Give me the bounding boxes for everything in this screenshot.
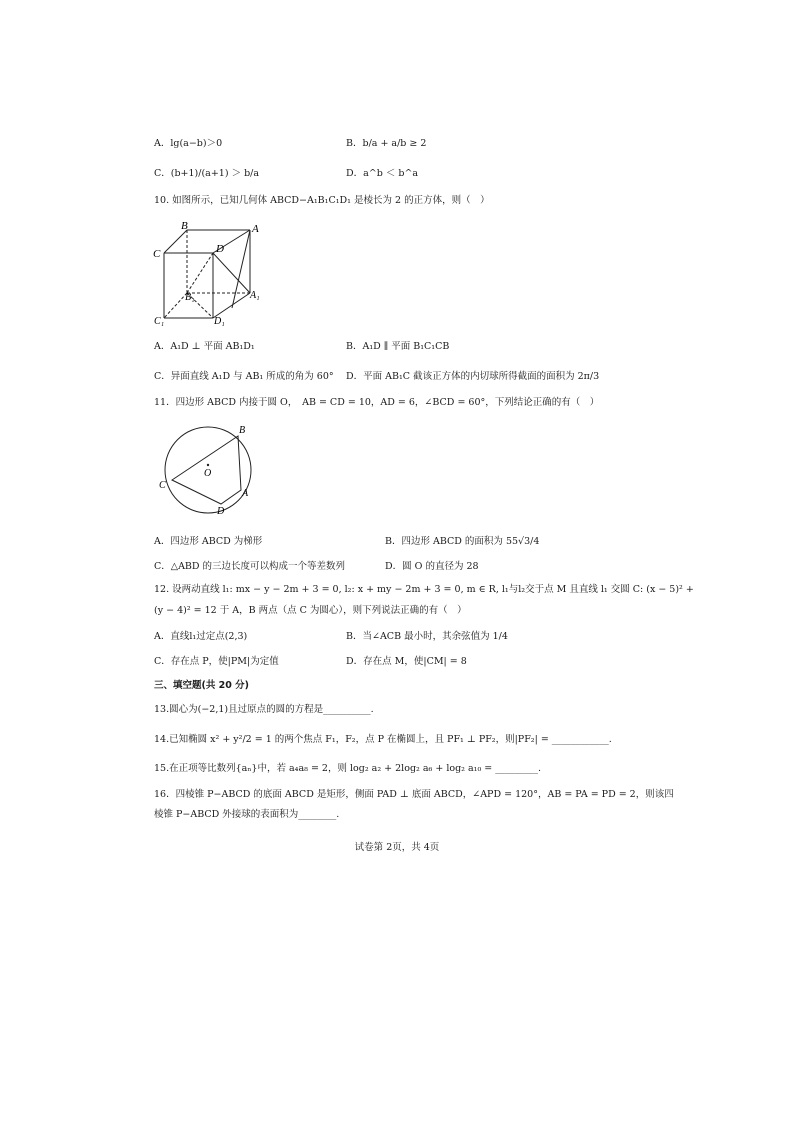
q11-stem: 11．四边形 ABCD 内接于圆 O， AB = CD = 10，AD = 6，∠BCD = 60°，下列结论正确的有（ ） (154, 397, 600, 408)
q13: 13.圆心为(−2,1)且过原点的圆的方程是__________. (154, 704, 374, 715)
q9-option-b: B．b/a + a/b ≥ 2 (346, 138, 427, 149)
cube-label-d1: D₁ (214, 316, 225, 327)
cube-label-a1: A₁ (250, 290, 260, 301)
q9-option-c: C．(b+1)/(a+1) ＞ b/a (154, 168, 260, 179)
cube-label-d: D (216, 243, 224, 255)
circle-label-c: C (159, 480, 166, 491)
circle-label-a: A (242, 488, 249, 499)
q10-option-c: C．异面直线 A₁D 与 AB₁ 所成的角为 60° (154, 371, 334, 382)
cube-label-c1: C₁ (154, 316, 165, 327)
page-footer: 试卷第 2页，共 4页 (354, 842, 440, 853)
q12-option-a: A．直线l₁过定点(2,3) (154, 631, 248, 642)
q16-line2: 棱锥 P−ABCD 外接球的表面积为________. (154, 809, 340, 820)
circle-label-o: O (204, 468, 212, 479)
q10-stem: 10. 如图所示，已知几何体 ABCD−A₁B₁C₁D₁ 是棱长为 2 的正方体，则（ ） (154, 195, 490, 206)
q11-option-c: C．△ABD 的三边长度可以构成一个等差数列 (154, 561, 346, 572)
cube-label-c: C (153, 248, 161, 260)
q9-option-a: A．lg(a−b)＞0 (154, 138, 223, 149)
q11-option-b: B．四边形 ABCD 的面积为 55√3/4 (385, 536, 540, 547)
q12-option-b: B．当∠ACB 最小时，其余弦值为 1/4 (346, 631, 508, 642)
q16-line1: 16．四棱锥 P−ABCD 的底面 ABCD 是矩形，侧面 PAD ⊥ 底面 ABCD，∠APD = 120°，AB = PA = PD = 2，则该四 (154, 789, 674, 800)
circle-label-d: D (217, 506, 225, 517)
q10-option-a: A．A₁D ⊥ 平面 AB₁D₁ (154, 341, 255, 352)
q11-option-d: D．圆 O 的直径为 28 (385, 561, 479, 572)
q11-option-a: A．四边形 ABCD 为梯形 (154, 536, 263, 547)
cube-label-b: B (181, 220, 188, 232)
q12-stem-line1: 12. 设两动直线 l₁: mx − y − 2m + 3 = 0, l₂: x + my − 2m + 3 = 0, m ∈ R, l₁与l₂交于点 M 且直线 l₁ 交圆 C: (x − 5)² + (154, 584, 694, 595)
cube-label-a: A (252, 223, 259, 235)
q10-option-d: D．平面 AB₁C 截该正方体的内切球所得截面的面积为 2π/3 (346, 371, 600, 382)
circle-label-b: B (239, 425, 246, 436)
q14: 14.已知椭圆 x² + y²/2 = 1 的两个焦点 F₁，F₂，点 P 在椭圆上，且 PF₁ ⊥ PF₂，则|PF₂| = ____________. (154, 734, 612, 745)
q12-stem-line2: (y − 4)² = 12 于 A，B 两点（点 C 为圆心），则下列说法正确的有（ ） (154, 605, 467, 616)
q10-option-b: B．A₁D ∥ 平面 B₁C₁CB (346, 341, 450, 352)
q9-option-d: D．a^b ＜ b^a (346, 168, 419, 179)
cube-label-b1: B₁ (185, 292, 195, 303)
cube-figure (150, 218, 270, 330)
section-heading: 三、填空题(共 20 分) (154, 680, 250, 691)
q12-option-c: C．存在点 P，使|PM|为定值 (154, 656, 279, 667)
q12-option-d: D．存在点 M，使|CM| = 8 (346, 656, 467, 667)
q15: 15.在正项等比数列{aₙ}中，若 a₄a₈ = 2，则 log₂ a₂ + 2log₂ a₆ + log₂ a₁₀ = _________. (154, 763, 542, 774)
circle-figure (155, 420, 260, 520)
